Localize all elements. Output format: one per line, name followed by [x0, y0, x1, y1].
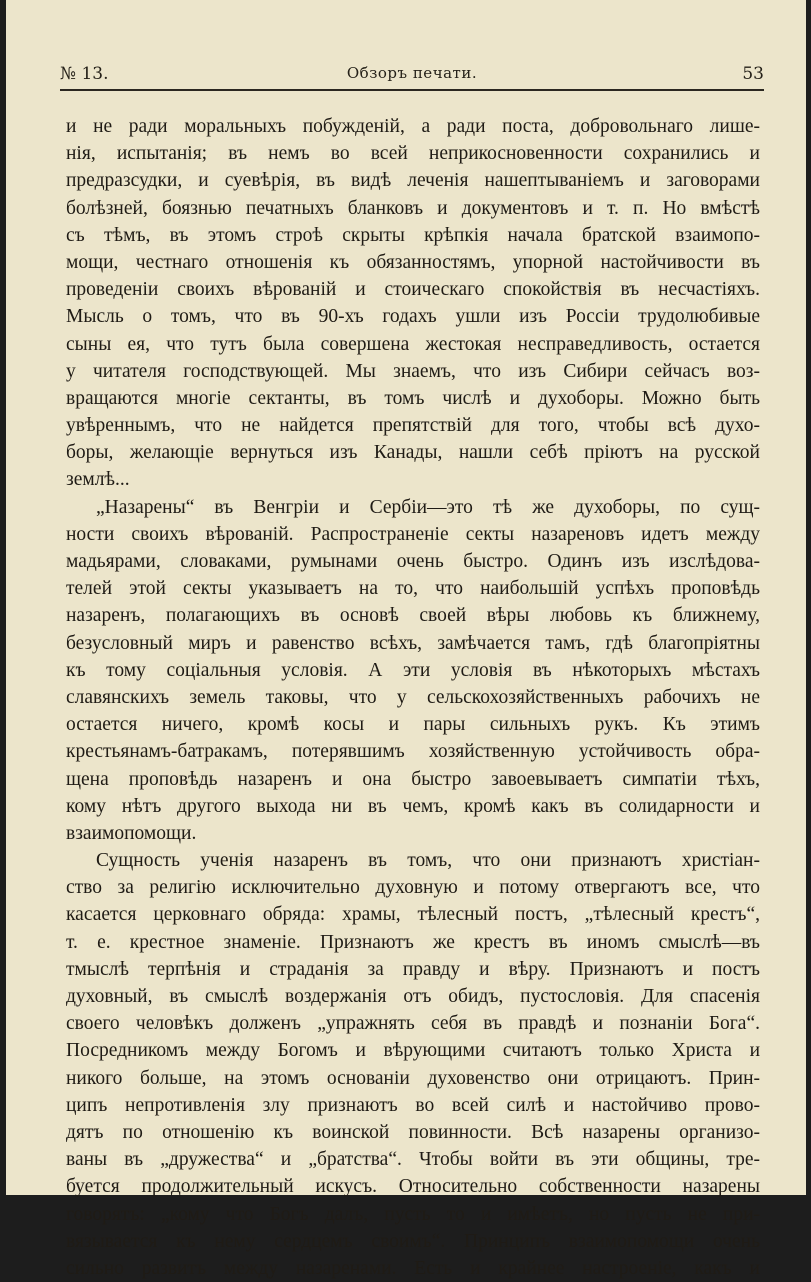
- text-line: назаренъ, полагающихъ въ основѣ своей вѣры любовь къ ближнему,: [66, 605, 760, 627]
- text-line: къ тому соціальныя условія. А эти условія въ нѣкоторыхъ мѣстахъ: [66, 659, 760, 681]
- text-line: буется продолжительный искусъ. Относительно собственности назарены: [66, 1176, 760, 1198]
- text-line: съ тѣмъ, въ этомъ строѣ скрыты крѣпкія начала братской взаимопо-: [66, 224, 760, 246]
- text-line: Сущность ученія назаренъ въ томъ, что они признаютъ христіан-: [96, 850, 760, 872]
- issue-number: № 13.: [60, 64, 109, 84]
- text-line: т. е. крестное знаменіе. Признаютъ же крестъ въ иномъ смыслѣ—въ: [66, 931, 760, 953]
- text-line: взаимопомощи.: [66, 822, 197, 844]
- text-line: безусловный миръ и равенство всѣхъ, замѣчается тамъ, гдѣ благопріятны: [66, 632, 760, 654]
- text-line: славянскихъ земель таковы, что у сельскохозяйственныхъ рабочихъ не: [66, 686, 760, 708]
- text-line: у читателя господствующей. Мы знаемъ, что изъ Сибири сейчасъ воз-: [66, 360, 760, 382]
- text-line: ство за религію исключительно духовную и потому отвергаютъ все, что: [66, 877, 760, 899]
- text-line: боры, желающіе вернуться изъ Канады, нашли себѣ пріютъ на русской: [66, 442, 760, 464]
- text-line: сыны ея, что тутъ была совершена жестокая несправедливость, остается: [66, 333, 760, 355]
- text-line: нія, испытанія; въ немъ во всей неприкосновенности сохранились и: [66, 143, 760, 165]
- text-line: тмыслѣ терпѣнія и страданія за правду и вѣру. Признаютъ и постъ: [66, 958, 760, 980]
- header-rule: [60, 89, 764, 91]
- text-line: никого больше, на этомъ основаніи духовенство они отрицаютъ. Прин-: [66, 1067, 760, 1089]
- text-line: Посредникомъ между Богомъ и вѣрующими считаютъ только Христа и: [66, 1040, 760, 1062]
- text-line: вращаются многіе сектанты, въ томъ числѣ и духоборы. Можно быть: [66, 387, 760, 409]
- text-line: своего человѣкъ долженъ „упражнять себя въ правдѣ и познаніи Бога“.: [66, 1013, 760, 1035]
- text-line: щена проповѣдь назаренъ и она быстро завоевываетъ симпатіи тѣхъ,: [66, 768, 760, 790]
- text-line: вязывается къ нему сердцемъ своимъ“. Принципъ взаимопомощи очень: [66, 1230, 760, 1252]
- text-line: увѣреннымъ, что не найдется препятствій для того, чтобы всѣ духо-: [66, 415, 760, 437]
- paragraph: [66, 847, 760, 1282]
- text-line: Мысль о томъ, что въ 90-хъ годахъ ушли изъ Россіи трудолюбивые: [66, 306, 760, 328]
- running-header: [60, 64, 764, 88]
- text-line: ности своихъ вѣрованій. Распространеніе секты назареновъ идетъ между: [66, 523, 760, 545]
- paragraph: [66, 494, 760, 847]
- section-title: Обзоръ печати.: [346, 64, 478, 82]
- text-line: говорятъ: „кому что Богъ далъ, пусть то и имѣетъ, но пусть не при-: [66, 1203, 760, 1225]
- text-line: духовный, въ смыслѣ воздержанія отъ обидъ, пустословія. Для спасенія: [66, 986, 760, 1007]
- text-line: землѣ...: [66, 469, 130, 491]
- text-line: телей этой секты указываетъ на то, что наибольшій успѣхъ проповѣдь: [66, 578, 760, 600]
- text-line: проведеніи своихъ вѣрованій и стоическаго спокойствія въ несчастіяхъ.: [66, 279, 760, 301]
- text-line: предразсудки, и суевѣрія, въ видѣ леченія нашептываніемъ и заговорами: [66, 170, 760, 192]
- text-line: касается церковнаго обряда: храмы, тѣлесный постъ, „тѣлесный крестъ“,: [66, 904, 760, 926]
- text-line: ваны въ „дружества“ и „братства“. Чтобы войти въ эти общины, тре-: [66, 1149, 760, 1171]
- scanned-page: [6, 0, 806, 1279]
- page-number: 53: [742, 64, 764, 84]
- text-line: сильно развитъ между назаренами. Есть и крайнее настроеніе, какъ и: [66, 1257, 760, 1279]
- text-line: мадьярами, словаками, румынами очень быстро. Одинъ изъ изслѣдова-: [66, 551, 760, 572]
- text-line: кому нѣтъ другого выхода ни въ чемъ, кромѣ какъ въ солидарности и: [66, 795, 760, 817]
- text-line: крестьянамъ-батракамъ, потерявшимъ хозяйственную устойчивость обра-: [66, 741, 760, 763]
- text-line: болѣзней, боязнью печатныхъ бланковъ и документовъ и т. п. Но вмѣстѣ: [66, 197, 760, 219]
- paragraph: [66, 113, 760, 494]
- text-line: остается ничего, кромѣ косы и пары сильныхъ рукъ. Къ этимъ: [66, 714, 760, 736]
- text-line: мощи, честнаго отношенія къ обязанностямъ, упорной настойчивости въ: [66, 251, 760, 273]
- text-line: „Назарены“ въ Венгріи и Сербіи—это тѣ же духоборы, по сущ-: [96, 496, 760, 518]
- text-line: и не ради моральныхъ побужденій, а ради поста, добровольнаго лише-: [66, 116, 760, 137]
- article-body: [66, 113, 760, 1282]
- text-line: ципъ непротивленія злу признаютъ во всей силѣ и настойчиво прово-: [66, 1094, 760, 1116]
- text-line: дятъ по отношенію къ воинской повинности. Всѣ назарены организо-: [66, 1121, 760, 1143]
